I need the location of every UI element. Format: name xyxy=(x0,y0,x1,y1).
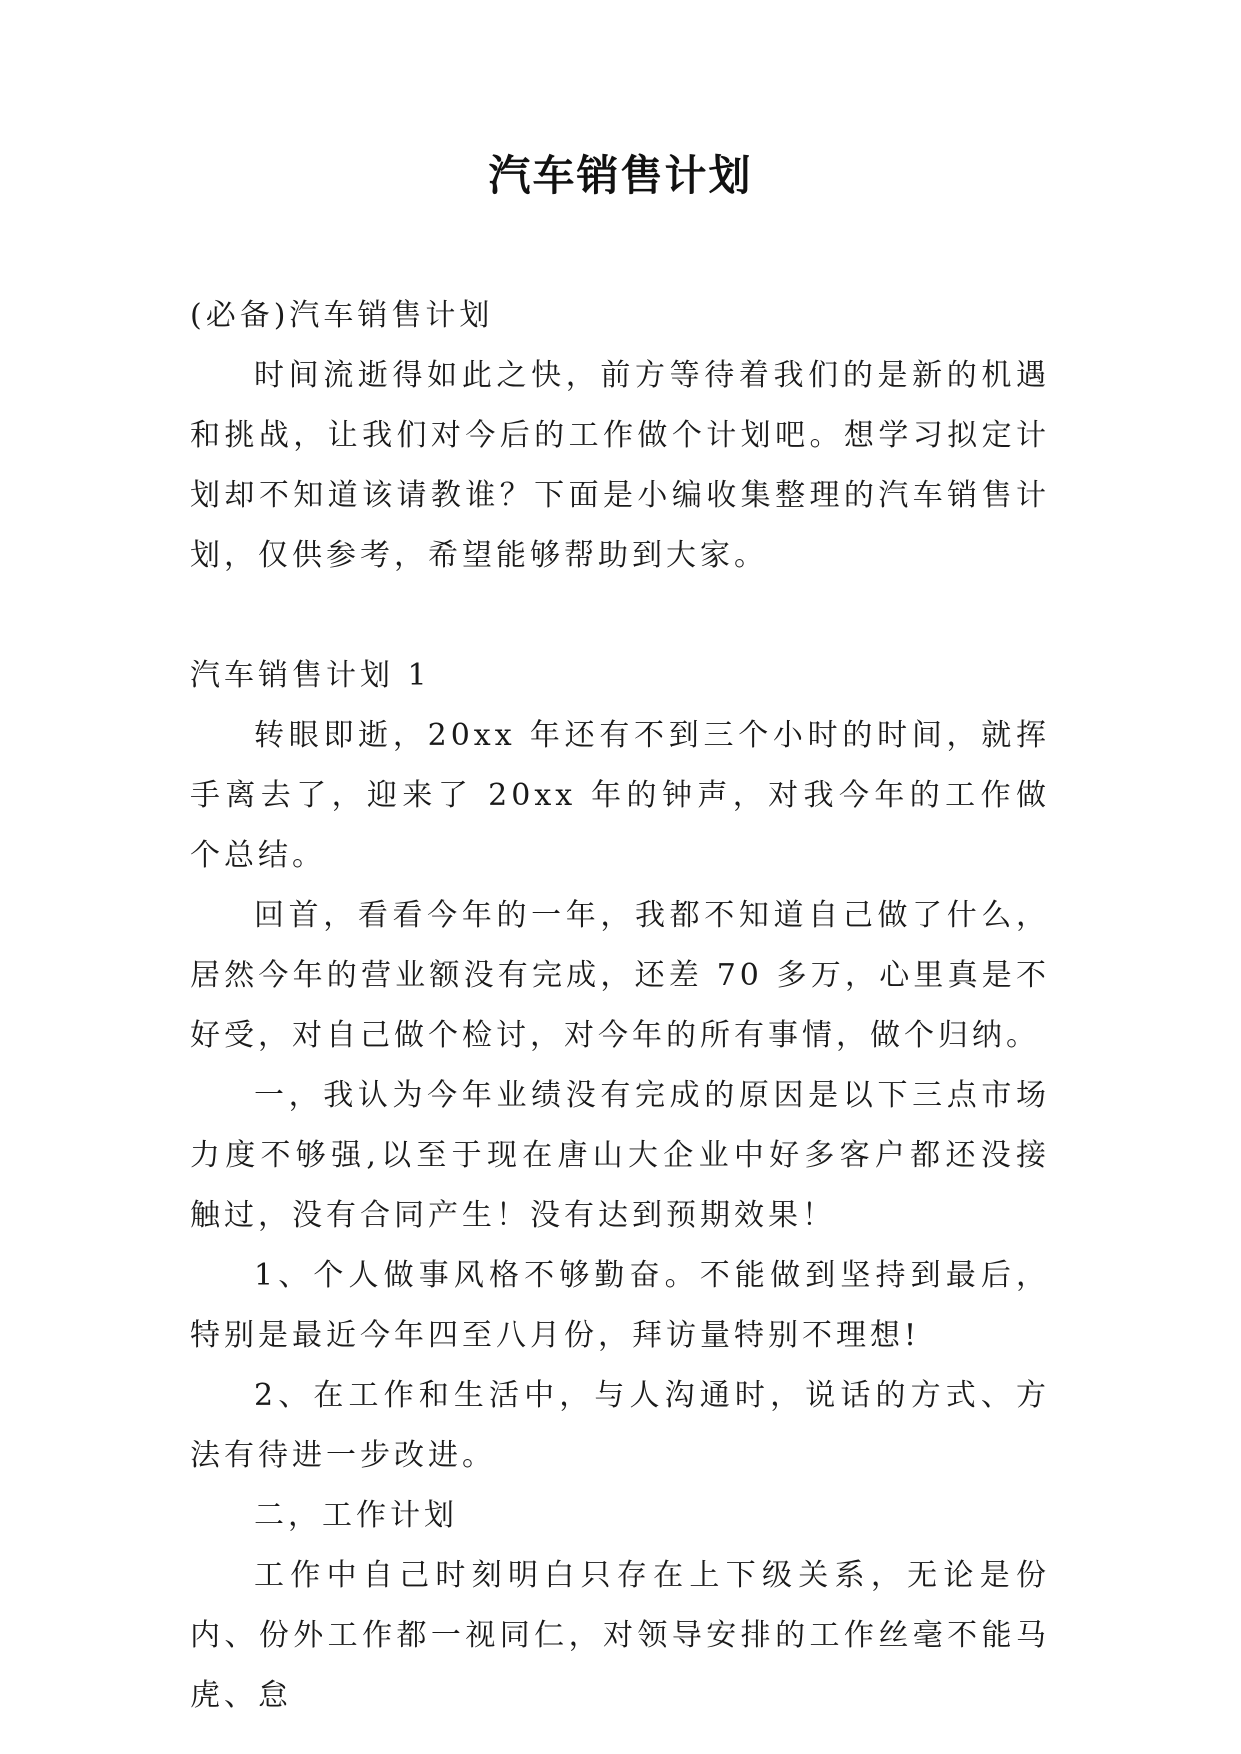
intro-paragraph: 时间流逝得如此之快，前方等待着我们的是新的机遇和挑战，让我们对今后的工作做个计划吧。想学习拟定计划却不知道该请教谁？下面是小编收集整理的汽车销售计划，仅供参考，希望能够帮助到大家。 xyxy=(190,358,1050,573)
paragraph: 工作中自己时刻明白只存在上下级关系，无论是份内、份外工作都一视同仁，对领导安排的工作丝毫不能马虎、怠 xyxy=(190,1558,1050,1713)
paragraph: 二，工作计划 xyxy=(254,1498,458,1533)
paragraph: 回首，看看今年的一年，我都不知道自己做了什么，居然今年的营业额没有完成，还差 70 多万，心里真是不好受，对自己做个检讨，对今年的所有事情，做个归纳。 xyxy=(190,898,1050,1053)
spacer xyxy=(190,586,1050,646)
section-heading: 汽车销售计划 1 xyxy=(190,658,431,693)
document-title: 汽车销售计划 xyxy=(488,151,753,200)
paragraph: 转眼即逝，20xx 年还有不到三个小时的时间，就挥手离去了，迎来了 20xx 年的钟声，对我今年的工作做个总结。 xyxy=(190,718,1050,873)
paragraph: 2、在工作和生活中，与人沟通时，说话的方式、方法有待进一步改进。 xyxy=(190,1378,1050,1473)
document-body xyxy=(190,286,1050,1726)
paragraph: 一，我认为今年业绩没有完成的原因是以下三点市场力度不够强,以至于现在唐山大企业中好多客户都还没接触过，没有合同产生！没有达到预期效果！ xyxy=(190,1078,1050,1233)
document-subtitle: (必备)汽车销售计划 xyxy=(190,298,494,333)
paragraph: 1、个人做事风格不够勤奋。不能做到坚持到最后，特别是最近今年四至八月份，拜访量特别不理想! xyxy=(190,1258,1050,1353)
